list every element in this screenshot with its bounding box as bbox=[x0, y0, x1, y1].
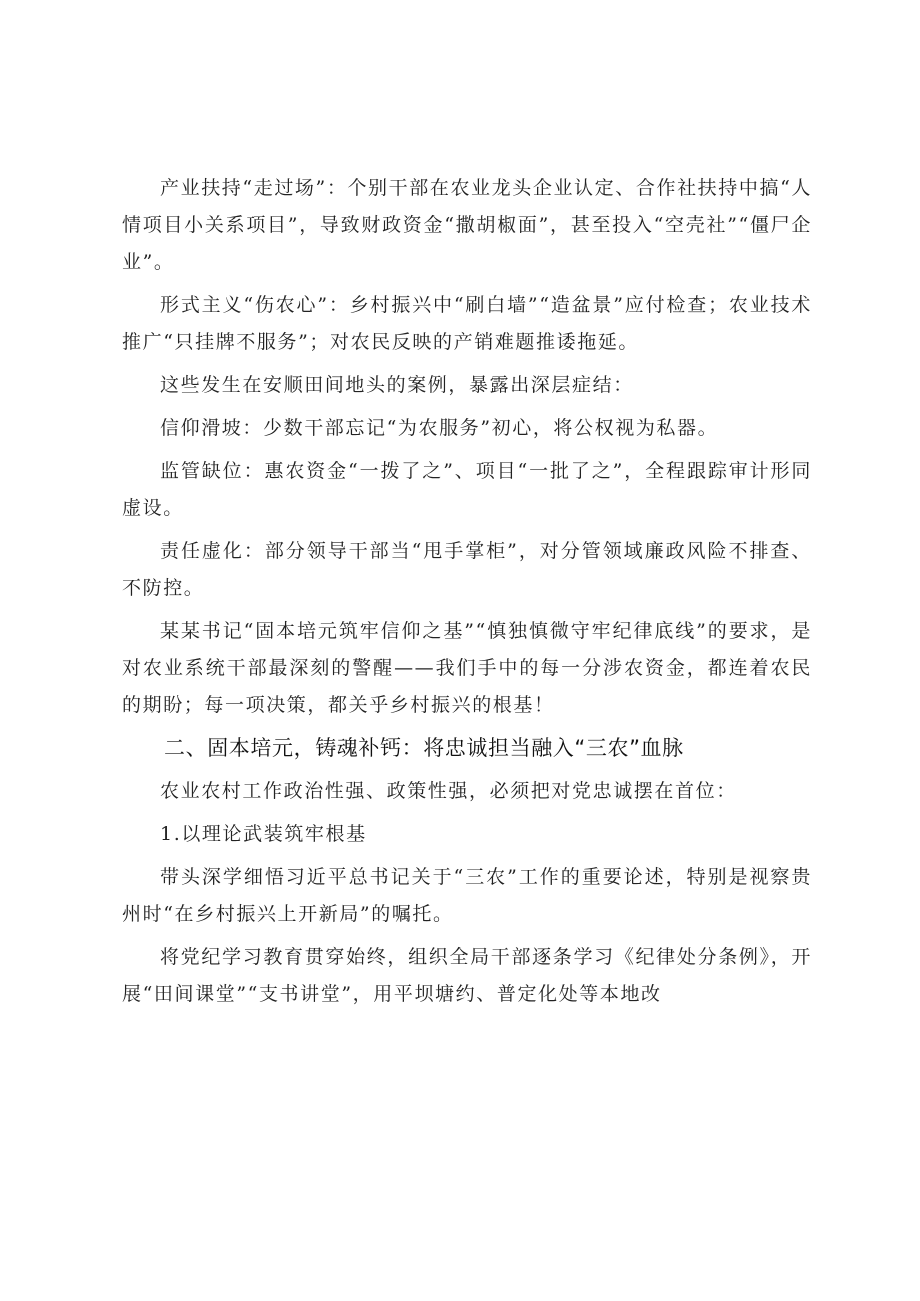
paragraph-supervision-gap: 监管缺位：惠农资金“一拨了之”、项目“一批了之”，全程跟踪审计形同虚设。 bbox=[122, 460, 812, 519]
paragraph-faith-decline: 信仰滑坡：少数干部忘记“为农服务”初心，将公权视为私器。 bbox=[160, 417, 719, 439]
subheading-theory: 1.以理论武装筑牢根基 bbox=[160, 823, 367, 845]
paragraph-cases-intro: 这些发生在安顺田间地头的案例，暴露出深层症结： bbox=[160, 374, 634, 396]
document-body bbox=[122, 170, 812, 1019]
section-heading-two: 二、固本培元，铸魂补钙：将忠诚担当融入“三农”血脉 bbox=[164, 736, 684, 760]
paragraph-discipline-education: 将党纪学习教育贯穿始终，组织全局干部逐条学习《纪律处分条例》，开展“田间课堂”“支书讲堂”，用平坝塘约、普定化处等本地改 bbox=[122, 946, 812, 1005]
paragraph-study: 带头深学细悟习近平总书记关于“三农”工作的重要论述，特别是视察贵州时“在乡村振兴上开新局”的嘱托。 bbox=[122, 866, 812, 925]
paragraph-loyalty: 农业农村工作政治性强、政策性强，必须把对党忠诚摆在首位： bbox=[160, 780, 737, 802]
paragraph-formalism: 形式主义“伤农心”：乡村振兴中“刷白墙”“造盆景”应付检查；农业技术推广“只挂牌不服务”；对农民反映的产销难题推诿拖延。 bbox=[122, 294, 812, 353]
paragraph-secretary-requirement: 某某书记“固本培元筑牢信仰之基”“慎独慎微守牢纪律底线”的要求，是对农业系统干部最深刻的警醒——我们手中的每一分涉农资金，都连着农民的期盼；每一项决策，都关乎乡村振兴的根基！ bbox=[122, 620, 812, 716]
paragraph-responsibility: 责任虚化：部分领导干部当“甩手掌柜”，对分管领域廉政风险不排查、不防控。 bbox=[122, 540, 812, 599]
paragraph-industry-support: 产业扶持“走过场”：个别干部在农业龙头企业认定、合作社扶持中搞“人情项目小关系项目”，导致财政资金“撒胡椒面”，甚至投入“空壳社”“僵尸企业”。 bbox=[122, 177, 812, 273]
